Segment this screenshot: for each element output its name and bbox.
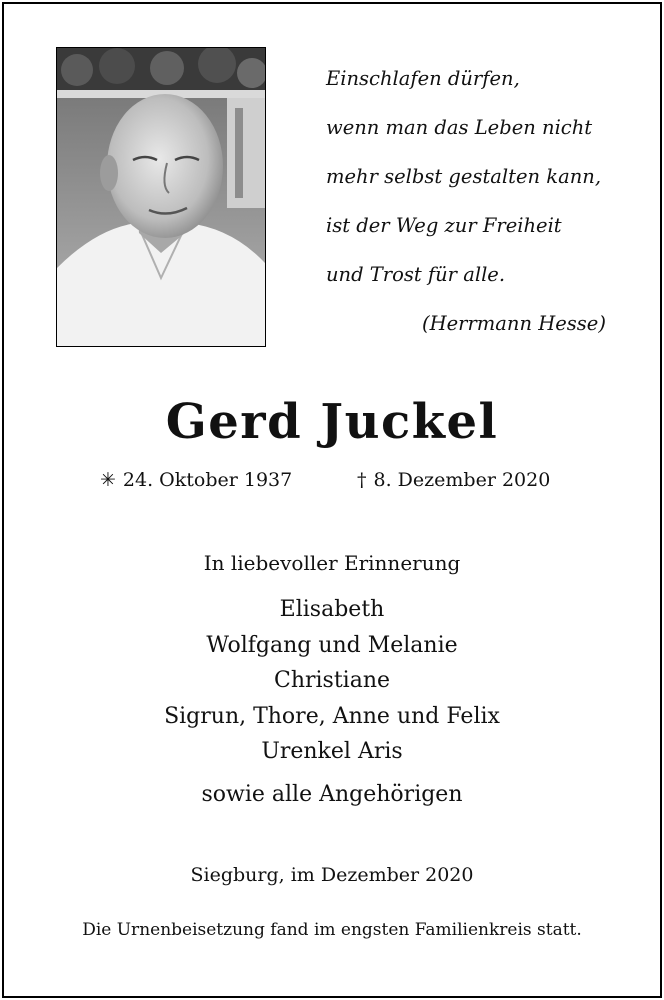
mourner-name: Elisabeth bbox=[279, 597, 385, 622]
place-date: Siegburg, im Dezember 2020 bbox=[190, 864, 474, 886]
mourner-name: Sigrun, Thore, Anne und Felix bbox=[164, 703, 500, 729]
poem-line: Einschlafen dürfen, bbox=[326, 67, 520, 90]
memorial-intro: In liebevoller Erinnerung bbox=[203, 551, 461, 575]
birth-star-icon: ✳ bbox=[100, 469, 116, 491]
death-date-line bbox=[357, 466, 550, 494]
mourner-name: Christiane bbox=[273, 668, 391, 693]
death-cross-icon: † bbox=[357, 469, 367, 491]
poem-line: mehr selbst gestalten kann, bbox=[326, 165, 602, 188]
poem-line: ist der Weg zur Freiheit bbox=[326, 214, 562, 237]
burial-notice: Die Urnenbeisetzung fand im engsten Familienkreis statt. bbox=[82, 920, 582, 940]
poem-line: wenn man das Leben nicht bbox=[326, 116, 593, 139]
poem-line: und Trost für alle. bbox=[326, 263, 506, 286]
deceased-name: Gerd Juckel bbox=[165, 394, 499, 450]
birth-date-line bbox=[100, 466, 292, 494]
portrait-photo bbox=[56, 47, 266, 347]
birth-date: 24. Oktober 1937 bbox=[122, 469, 293, 491]
mourner-name: Urenkel Aris bbox=[261, 739, 403, 764]
poem bbox=[326, 54, 646, 335]
mourner-name: Wolfgang und Melanie bbox=[206, 632, 458, 658]
mourner-list bbox=[0, 592, 664, 770]
poem-author: (Herrmann Hesse) bbox=[422, 312, 606, 335]
death-date: 8. Dezember 2020 bbox=[373, 469, 551, 491]
mourner-others: sowie alle Angehörigen bbox=[201, 782, 463, 807]
